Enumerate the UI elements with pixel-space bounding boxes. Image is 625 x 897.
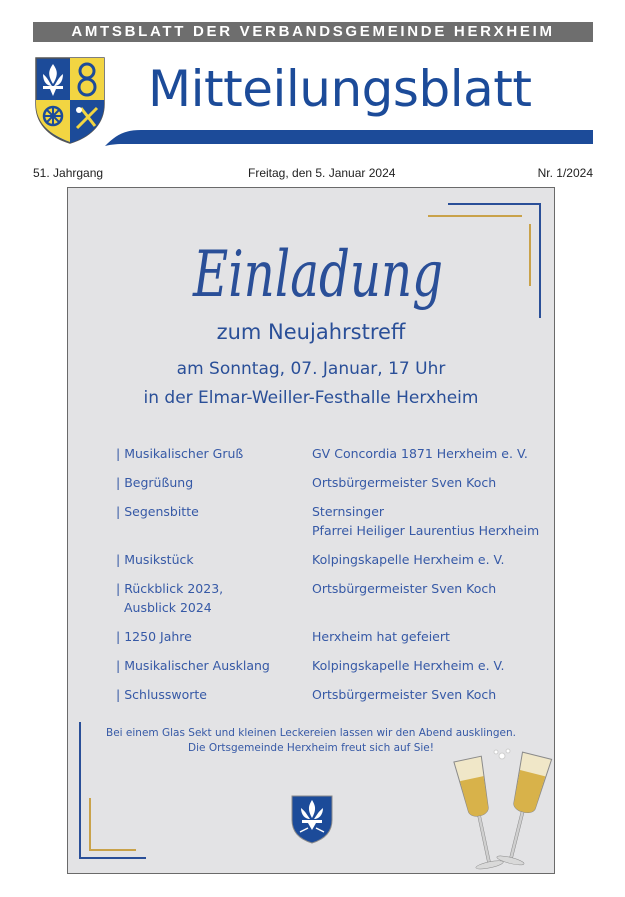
issue-date: Freitag, den 5. Januar 2024 (248, 166, 396, 180)
masthead-swoosh (105, 118, 593, 146)
program-row: | Musikalischer Ausklang Kolpingskapelle Herxheim e. V. (116, 658, 505, 673)
program-row: | Segensbitte Sternsinger Pfarrei Heiliger Laurentius Herxheim (116, 504, 540, 538)
program-row: | 1250 Jahre Herxheim hat gefeiert (116, 629, 450, 644)
script-title-text: Einladung (192, 238, 443, 312)
invitation-poster (67, 187, 555, 874)
program-list (116, 444, 556, 714)
newspaper-title: Mitteilungsblatt (148, 60, 532, 118)
invitation-location: in der Elmar-Weiller-Festhalle Herxheim (143, 388, 479, 408)
program-row: | Musikalischer Gruß GV Concordia 1871 Herxheim e. V. (116, 446, 528, 461)
program-row: | Rückblick 2023, Ausblick 2024 Ortsbürgermeister Sven Koch (116, 581, 497, 615)
herxheim-small-crest (290, 794, 334, 844)
issue-number: Nr. 1/2024 (537, 166, 593, 180)
champagne-glasses-illustration (452, 748, 556, 875)
masthead-banner: AMTSBLATT DER VERBANDSGEMEINDE HERXHEIM (33, 22, 593, 42)
einladung-script-title (183, 216, 453, 326)
invitation-subtitle: zum Neujahrstreff (216, 320, 406, 344)
volume-label: 51. Jahrgang (33, 166, 104, 180)
invitation-time: am Sonntag, 07. Januar, 17 Uhr (176, 359, 446, 379)
program-row: | Musikstück Kolpingskapelle Herxheim e. V. (116, 552, 505, 567)
closing-text: Bei einem Glas Sekt und kleinen Leckereien lassen wir den Abend ausklingen. Die Ortsgemeinde Herxheim freut sich auf Sie! (106, 727, 516, 754)
herxheim-coat-of-arms (33, 56, 107, 144)
program-row: | Begrüßung Ortsbürgermeister Sven Koch (116, 475, 497, 490)
program-row: | Schlussworte Ortsbürgermeister Sven Koch (116, 687, 497, 702)
